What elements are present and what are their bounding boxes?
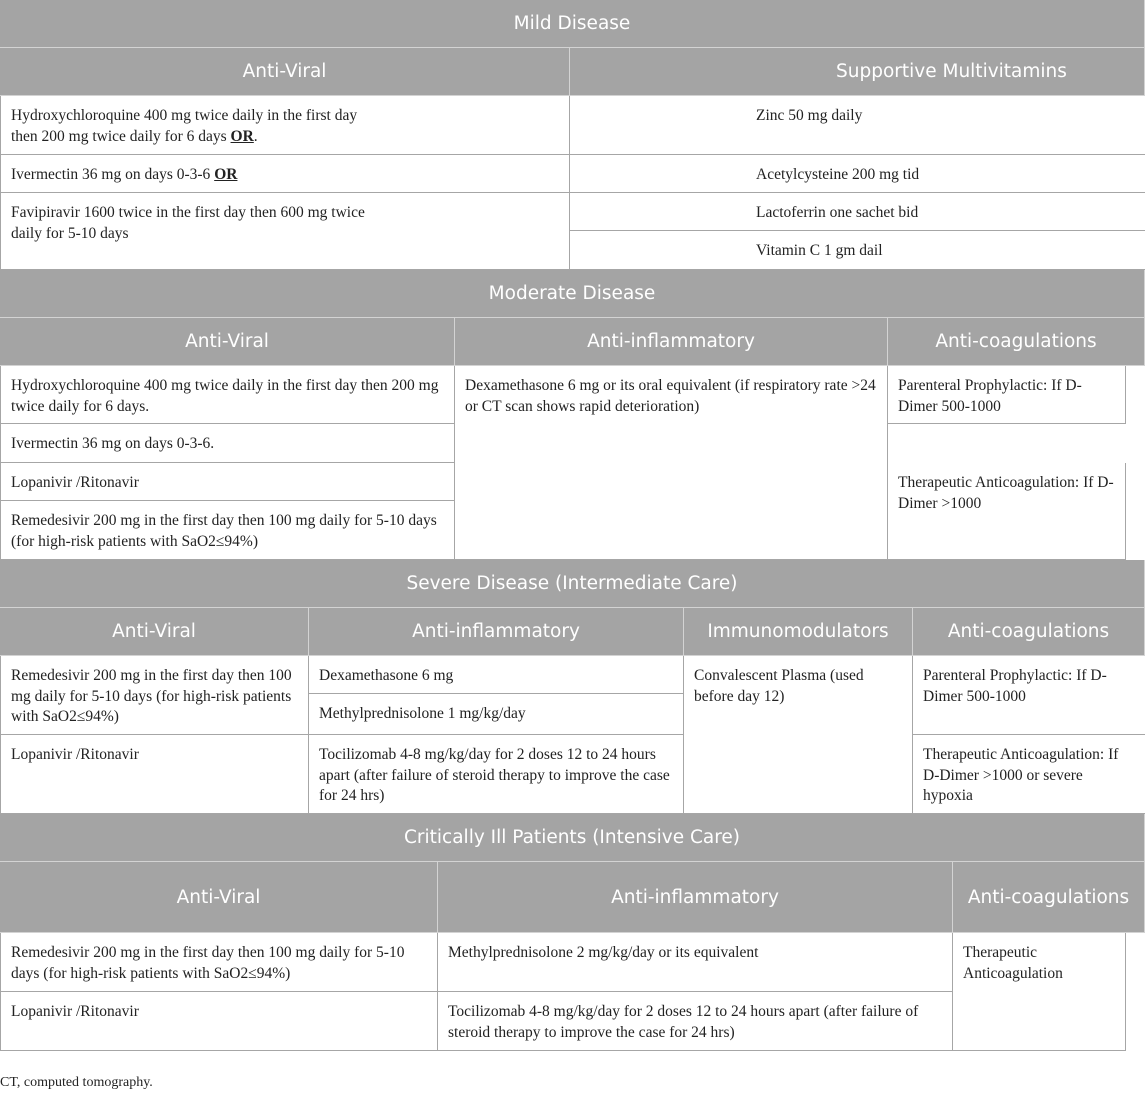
critical-antiinflammatory-tocilizumab: Tocilizomab 4-8 mg/kg/day for 2 doses 12 to 24 hours apart (after failure of steroid therapy to improve the case for 24 hrs) <box>438 992 953 1051</box>
severe-col-anticoag: Anti-coagulations <box>913 608 1145 656</box>
moderate-antiviral-ivermectin: Ivermectin 36 mg on days 0-3-6. <box>0 424 455 463</box>
severe-col-antiinflammatory: Anti-inflammatory <box>309 608 684 656</box>
moderate-col-anticoag: Anti-coagulations <box>888 318 1145 366</box>
moderate-antiviral-hydroxychloroquine: Hydroxychloroquine 400 mg twice daily in the first day then 200 mg twice daily for 6 days. <box>0 366 455 424</box>
severe-col-antiviral: Anti-Viral <box>0 608 309 656</box>
moderate-col-antiviral: Anti-Viral <box>0 318 455 366</box>
mild-col-supportive: Supportive Multivitamins <box>570 48 1145 96</box>
mild-antiviral-ivermectin: Ivermectin 36 mg on days 0-3-6 OR <box>0 155 570 193</box>
critical-anticoag-therapeutic: Therapeutic Anticoagulation <box>953 933 1126 1051</box>
critical-section-title: Critically Ill Patients (Intensive Care) <box>0 814 1145 862</box>
or-marker: OR <box>230 127 254 145</box>
severe-antiinflammatory-tocilizumab: Tocilizomab 4-8 mg/kg/day for 2 doses 12 to 24 hours apart (after failure of steroid therapy to improve the case for 24 hrs) <box>309 735 684 814</box>
mild-supportive-acetylcysteine: Acetylcysteine 200 mg tid <box>570 155 1145 193</box>
critical-col-antiviral: Anti-Viral <box>0 862 438 933</box>
severe-antiviral-remdesivir: Remedesivir 200 mg in the first day then 100 mg daily for 5-10 days (for high-risk patients with SaO2≤94%) <box>0 656 309 735</box>
critical-antiinflammatory-methylprednisolone: Methylprednisolone 2 mg/kg/day or its equivalent <box>438 933 953 992</box>
table-footnote: CT, computed tomography. <box>0 1075 153 1090</box>
moderate-antiviral-remdesivir: Remedesivir 200 mg in the first day then 100 mg daily for 5-10 days (for high-risk patients with SaO2≤94%) <box>0 501 455 560</box>
severe-anticoag-therapeutic: Therapeutic Anticoagulation: If D-Dimer >1000 or severe hypoxia <box>913 735 1145 814</box>
severe-antiinflammatory-dexamethasone: Dexamethasone 6 mg <box>309 656 684 694</box>
moderate-section-title: Moderate Disease <box>0 270 1145 318</box>
moderate-antiviral-lopinavir: Lopanivir /Ritonavir <box>0 463 455 501</box>
moderate-anticoag-therapeutic: Therapeutic Anticoagulation: If D-Dimer >1000 <box>888 463 1126 560</box>
severe-antiviral-lopinavir: Lopanivir /Ritonavir <box>0 735 309 814</box>
mild-antiviral-hydroxychloroquine: Hydroxychloroquine 400 mg twice daily in the first day then 200 mg twice daily for 6 days OR. <box>0 96 570 155</box>
mild-col-antiviral: Anti-Viral <box>0 48 570 96</box>
critical-antiviral-lopinavir: Lopanivir /Ritonavir <box>0 992 438 1051</box>
mild-supportive-zinc: Zinc 50 mg daily <box>570 96 1145 155</box>
mild-section-title: Mild Disease <box>0 0 1145 48</box>
critical-antiviral-remdesivir: Remedesivir 200 mg in the first day then 100 mg daily for 5-10 days (for high-risk patients with SaO2≤94%) <box>0 933 438 992</box>
moderate-col-antiinflammatory: Anti-inflammatory <box>455 318 888 366</box>
or-marker: OR <box>214 166 238 183</box>
severe-section-title: Severe Disease (Intermediate Care) <box>0 560 1145 608</box>
severe-col-immunomodulators: Immunomodulators <box>684 608 913 656</box>
critical-col-antiinflammatory: Anti-inflammatory <box>438 862 953 933</box>
moderate-anticoag-prophylactic: Parenteral Prophylactic: If D-Dimer 500-1000 <box>888 366 1126 424</box>
critical-col-anticoag: Anti- coagulations <box>953 862 1145 933</box>
mild-antiviral-favipiravir: Favipiravir 1600 twice in the first day then 600 mg twice daily for 5-10 days <box>0 193 570 270</box>
severe-immuno-convalescent-plasma: Convalescent Plasma (used before day 12) <box>684 656 913 814</box>
moderate-antiinflammatory-dexamethasone: Dexamethasone 6 mg or its oral equivalent (if respiratory rate >24 or CT scan shows rapid deterioration) <box>455 366 888 560</box>
mild-supportive-vitamin-c: Vitamin C 1 gm dail <box>570 231 1145 270</box>
severe-anticoag-prophylactic: Parenteral Prophylactic: If D-Dimer 500-1000 <box>913 656 1145 735</box>
severe-antiinflammatory-methylprednisolone: Methylprednisolone 1 mg/kg/day <box>309 694 684 735</box>
mild-supportive-lactoferrin: Lactoferrin one sachet bid <box>570 193 1145 231</box>
